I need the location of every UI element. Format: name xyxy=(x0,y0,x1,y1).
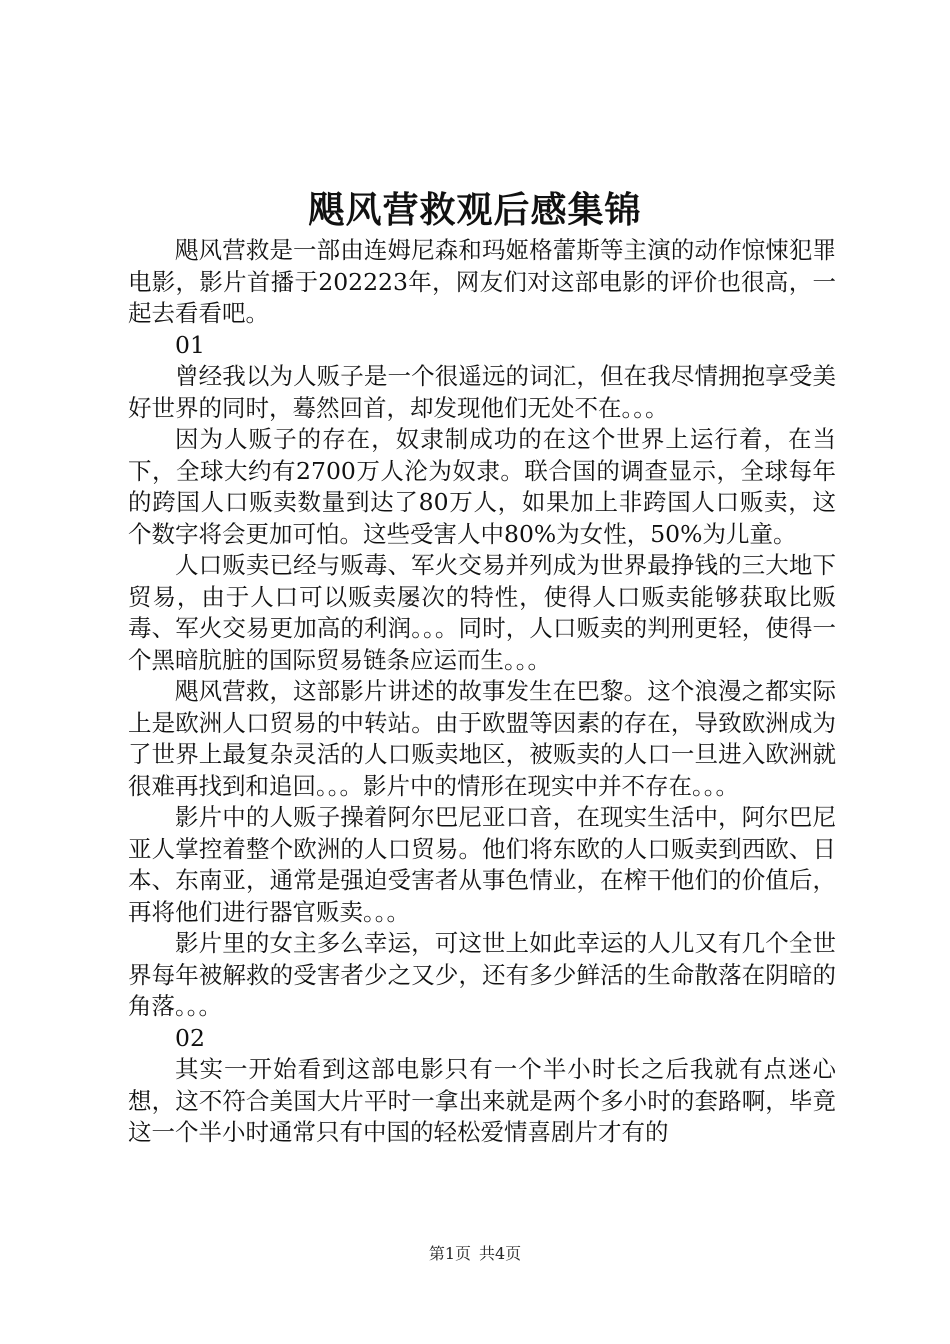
paragraph: 飓风营救，这部影片讲述的故事发生在巴黎。这个浪漫之都实际上是欧洲人口贸易的中转站。由于欧盟等因素的存在，导致欧洲成为了世界上最复杂灵活的人口贩卖地区，被贩卖的人口一旦进入欧洲就很难再找到和追回。。。影片中的情形在现实中并不存在。。。 xyxy=(128,677,836,800)
paragraph: 其实一开始看到这部电影只有一个半小时长之后我就有点迷心想，这不符合美国大片平时一拿出来就是两个多小时的套路啊，毕竟这一个半小时通常只有中国的轻松爱情喜剧片才有的 xyxy=(128,1055,836,1146)
page-number: 第1页 xyxy=(428,1244,471,1263)
section-number-01: 01 xyxy=(175,330,205,359)
document-body xyxy=(128,235,836,1149)
paragraph-intro: 飓风营救是一部由连姆尼森和玛姬格蕾斯等主演的动作惊悚犯罪电影，影片首播于202223年，网友们对这部电影的评价也很高，一起去看看吧。 xyxy=(128,236,836,327)
paragraph: 因为人贩子的存在，奴隶制成功的在这个世界上运行着，在当下，全球大约有2700万人沦为奴隶。联合国的调查显示，全球每年的跨国人口贩卖数量到达了80万人，如果加上非跨国人口贩卖，这个数字将会更加可怕。这些受害人中80%为女性，50%为儿童。 xyxy=(128,425,836,548)
page-total: 共4页 xyxy=(479,1244,522,1263)
paragraph: 曾经我以为人贩子是一个很遥远的词汇，但在我尽情拥抱享受美好世界的同时，蓦然回首，却发现他们无处不在。。。 xyxy=(128,362,836,422)
section-number-02: 02 xyxy=(175,1023,205,1052)
paragraph: 影片里的女主多么幸运，可这世上如此幸运的人儿又有几个全世界每年被解救的受害者少之又少，还有多少鲜活的生命散落在阴暗的角落。。。 xyxy=(128,929,836,1020)
paragraph: 人口贩卖已经与贩毒、军火交易并列成为世界最挣钱的三大地下贸易，由于人口可以贩卖屡次的特性，使得人口贩卖能够获取比贩毒、军火交易更加高的利润。。。同时，人口贩卖的判刑更轻，使得一个黑暗肮脏的国际贸易链条应运而生。。。 xyxy=(128,551,836,674)
paragraph: 影片中的人贩子操着阿尔巴尼亚口音，在现实生活中，阿尔巴尼亚人掌控着整个欧洲的人口贸易。他们将东欧的人口贩卖到西欧、日本、东南亚，通常是强迫受害者从事色情业，在榨干他们的价值后，再将他们进行器官贩卖。。。 xyxy=(128,803,836,926)
page-title: 飓风营救观后感集锦 xyxy=(308,189,642,231)
page-footer xyxy=(0,1243,950,1265)
